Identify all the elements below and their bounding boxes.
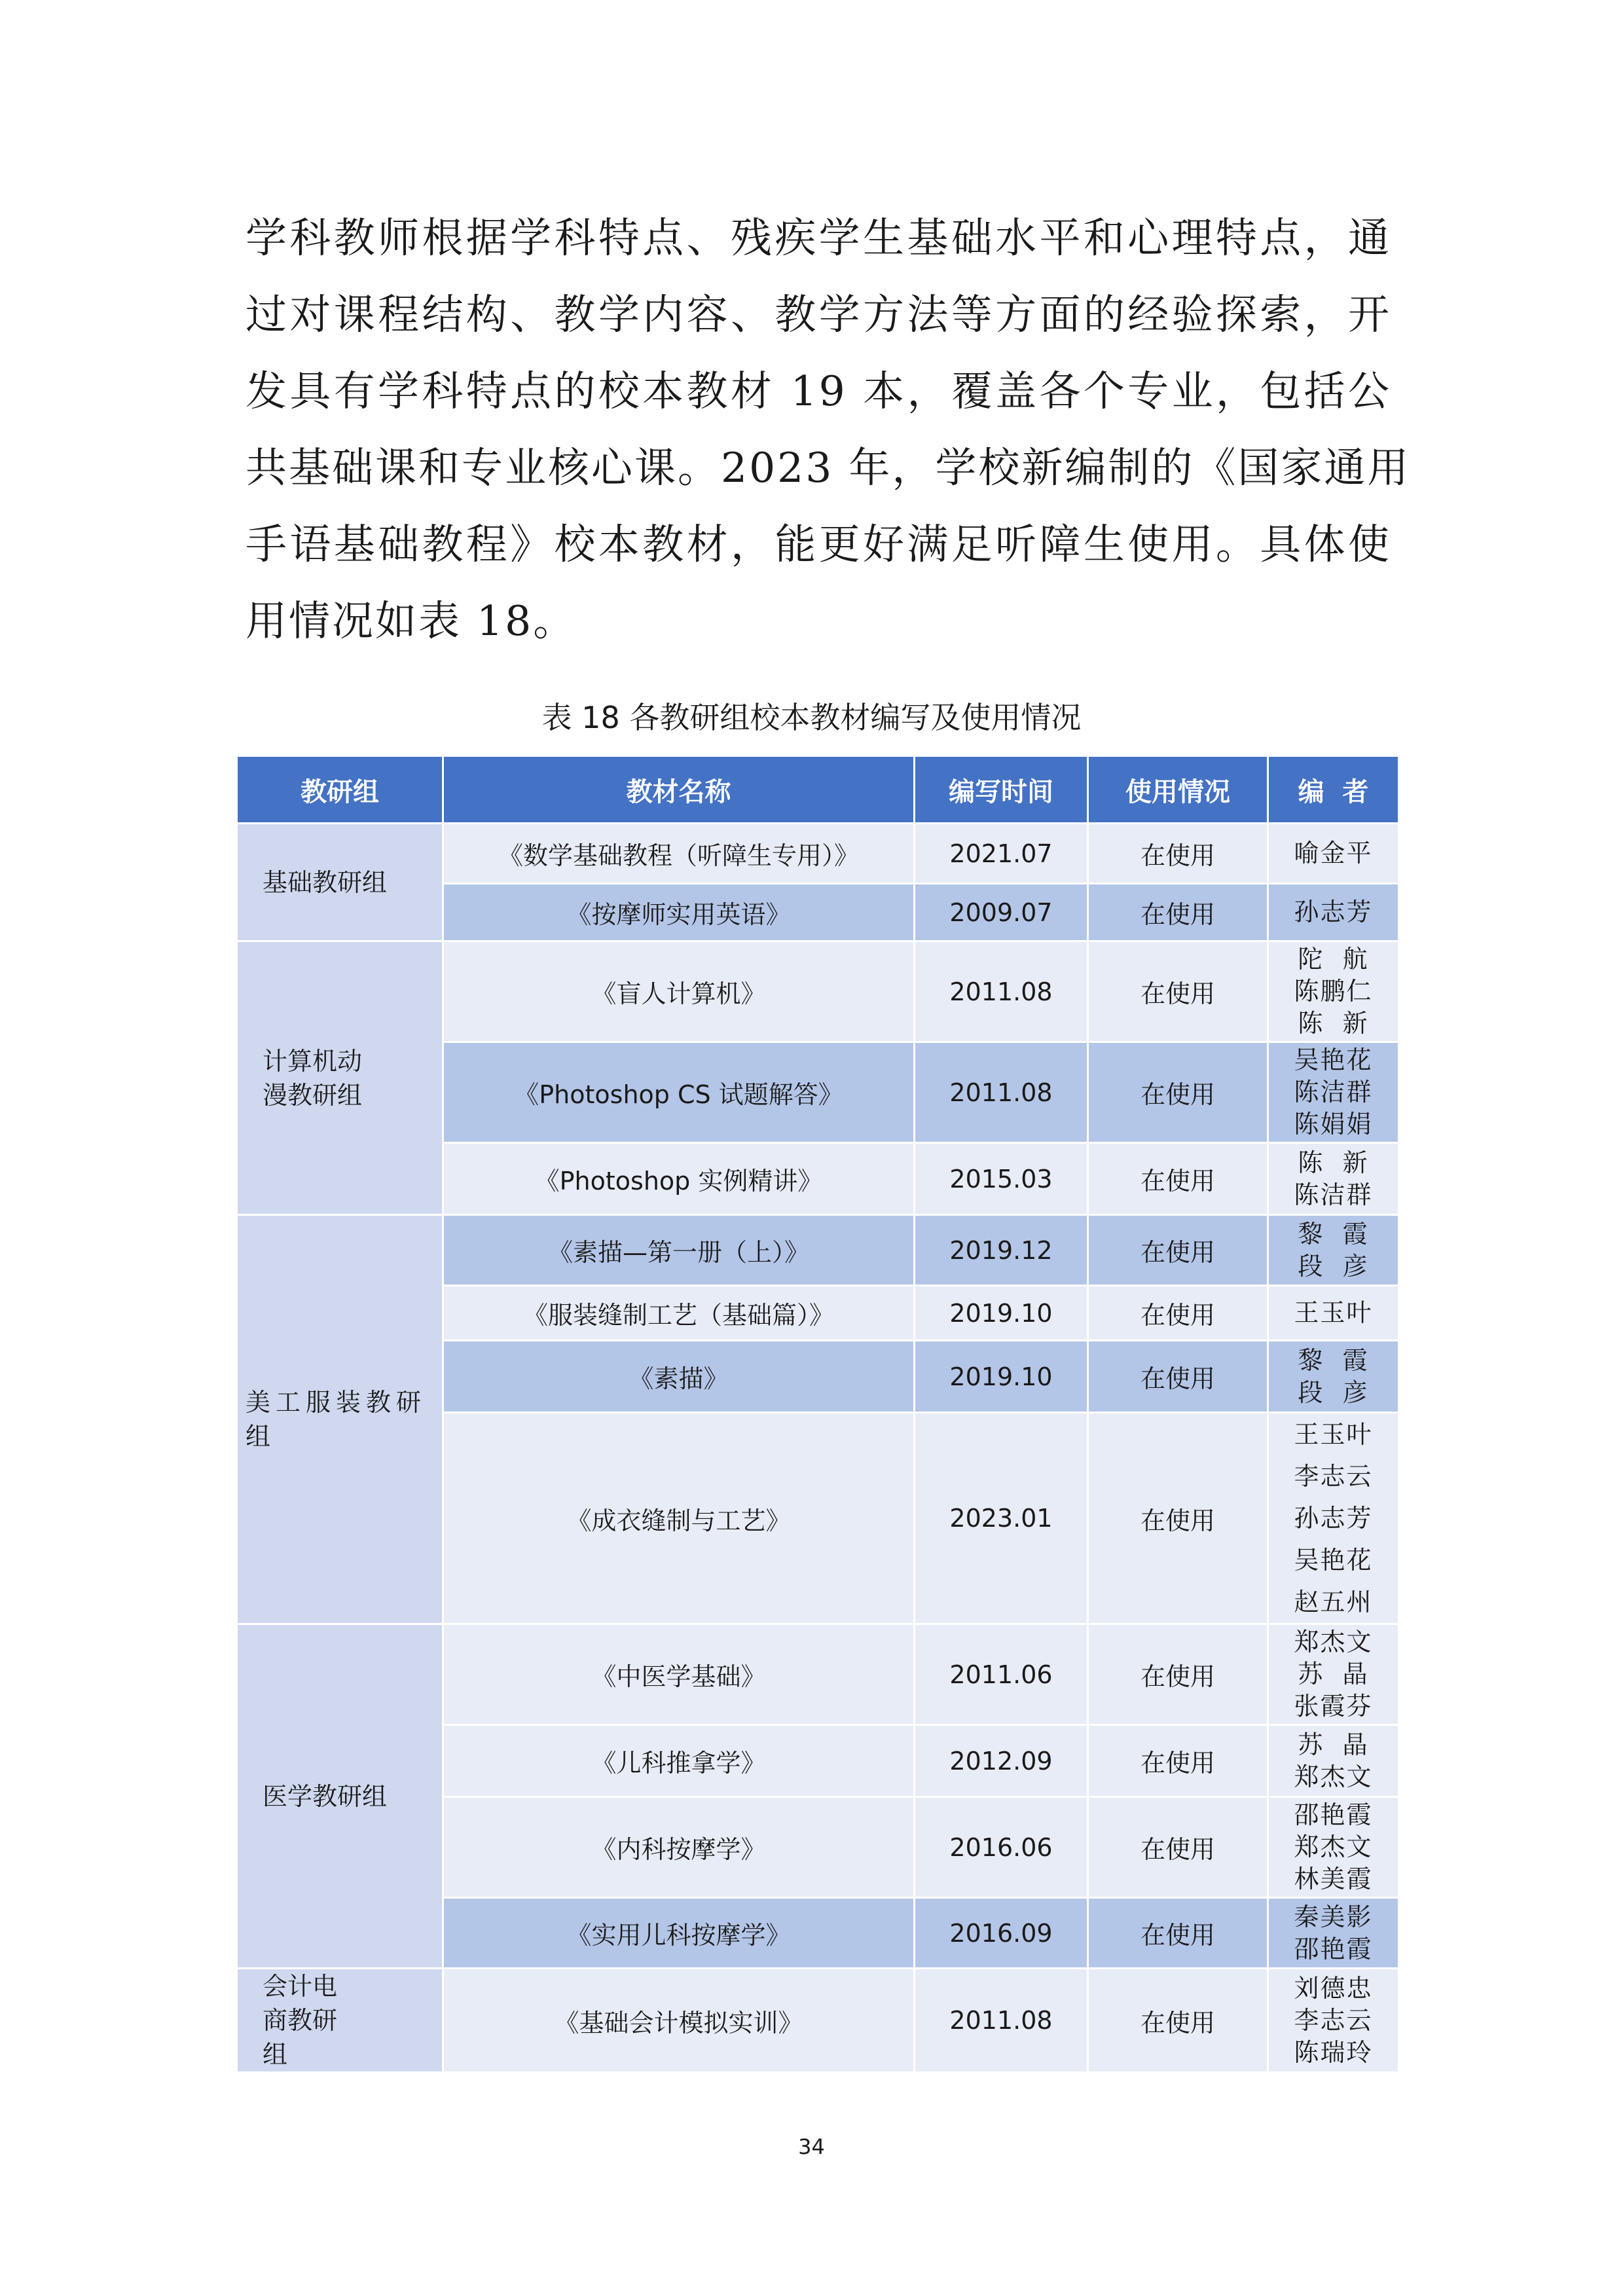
authors-cell (1268, 1797, 1399, 1898)
author: 苏 晶 (1298, 1660, 1369, 1688)
author: 陈鹏仁 (1294, 977, 1373, 1006)
textbook-name: 《服装缝制工艺（基础篇）》 (443, 1286, 915, 1341)
authors-cell (1268, 1898, 1399, 1969)
usage-status: 在使用 (1088, 1215, 1268, 1286)
textbook-table (236, 755, 1400, 2073)
usage-status: 在使用 (1088, 1042, 1268, 1143)
author: 段 彦 (1298, 1251, 1369, 1281)
paragraph-line: 发具有学科特点的校本教材 19 本，覆盖各个专业，包括公 (246, 367, 1391, 415)
authors-cell (1268, 1969, 1399, 2073)
paragraph-line: 过对课程结构、教学内容、教学方法等方面的经验探索，开 (246, 291, 1391, 338)
table-header-row (237, 756, 1399, 824)
authors-cell (1268, 1286, 1399, 1341)
usage-status: 在使用 (1088, 1898, 1268, 1969)
paragraph-line: 用情况如表 18。 (246, 597, 577, 645)
paragraph-line: 共基础课和专业核心课。2023 年，学校新编制的《国家通用 (246, 444, 1411, 492)
author: 邵艳霞 (1294, 1800, 1373, 1829)
usage-status: 在使用 (1088, 1413, 1268, 1624)
header-status: 使用情况 (1088, 756, 1268, 824)
usage-status: 在使用 (1088, 1341, 1268, 1413)
write-date: 2012.09 (915, 1725, 1088, 1797)
author: 李志云 (1294, 1462, 1373, 1491)
group-cell: 医学教研组 (237, 1624, 443, 1969)
authors-cell (1268, 941, 1399, 1042)
group-label-part: 计算机动漫教研组 (263, 1046, 363, 1110)
author: 王玉叶 (1294, 1298, 1373, 1327)
table-row (237, 1969, 1399, 2073)
authors-cell (1268, 1725, 1399, 1797)
usage-status: 在使用 (1088, 1143, 1268, 1215)
author: 黎 霞 (1298, 1219, 1369, 1248)
authors-cell (1268, 1624, 1399, 1725)
group-cell (237, 1969, 443, 2073)
textbook-name: 《素描—第一册（上）》 (443, 1215, 915, 1286)
page-number: 34 (798, 2134, 825, 2159)
author: 黎 霞 (1298, 1345, 1369, 1375)
textbook-name: 《儿科推拿学》 (443, 1725, 915, 1797)
write-date: 2011.08 (915, 1969, 1088, 2073)
textbook-name: 《基础会计模拟实训》 (443, 1969, 915, 2073)
authors-cell (1268, 1413, 1399, 1624)
table-caption: 表 18 各教研组校本教材编写及使用情况 (541, 700, 1082, 735)
usage-status: 在使用 (1088, 884, 1268, 941)
group-cell: 基础教研组 (237, 824, 443, 941)
header-authors: 编 者 (1268, 756, 1399, 824)
header-name: 教材名称 (443, 756, 915, 824)
textbook-name: 《Photoshop CS 试题解答》 (443, 1042, 915, 1143)
usage-status: 在使用 (1088, 1797, 1268, 1898)
write-date: 2011.08 (915, 941, 1088, 1042)
author: 吴艳花 (1294, 1546, 1373, 1575)
author: 陈 新 (1298, 1148, 1369, 1177)
write-date: 2016.09 (915, 1898, 1088, 1969)
header-group: 教研组 (237, 756, 443, 824)
table-row (237, 1215, 1399, 1286)
author: 孙志芳 (1294, 1504, 1373, 1533)
author: 林美霞 (1294, 1865, 1373, 1893)
write-date: 2021.07 (915, 824, 1088, 884)
authors-cell (1268, 884, 1399, 941)
author: 喻金平 (1294, 839, 1373, 867)
textbook-name: 《成衣缝制与工艺》 (443, 1413, 915, 1624)
write-date: 2015.03 (915, 1143, 1088, 1215)
table-row (237, 824, 1399, 884)
author: 邵艳霞 (1294, 1934, 1373, 1963)
author: 吴艳花 (1294, 1046, 1373, 1074)
author: 陈洁群 (1294, 1180, 1373, 1209)
paragraph-line: 学科教师根据学科特点、残疾学生基础水平和心理特点，通 (246, 214, 1391, 262)
author: 陈洁群 (1294, 1078, 1373, 1106)
authors-cell (1268, 1215, 1399, 1286)
group-cell (237, 1215, 443, 1624)
write-date: 2019.12 (915, 1215, 1088, 1286)
textbook-name: 《数学基础教程（听障生专用）》 (443, 824, 915, 884)
author: 张霞芬 (1294, 1692, 1373, 1721)
author: 刘德忠 (1294, 1973, 1373, 2003)
textbook-name: 《内科按摩学》 (443, 1797, 915, 1898)
author: 王玉叶 (1294, 1420, 1373, 1449)
usage-status: 在使用 (1088, 941, 1268, 1042)
write-date: 2019.10 (915, 1286, 1088, 1341)
write-date: 2023.01 (915, 1413, 1088, 1624)
write-date: 2011.06 (915, 1624, 1088, 1725)
author: 陈瑞玲 (1294, 2037, 1373, 2067)
authors-cell (1268, 1143, 1399, 1215)
textbook-name: 《实用儿科按摩学》 (443, 1898, 915, 1969)
write-date: 2011.08 (915, 1042, 1088, 1143)
write-date: 2009.07 (915, 884, 1088, 941)
body-paragraph (246, 200, 1411, 659)
author: 郑杰文 (1294, 1832, 1373, 1861)
textbook-name: 《盲人计算机》 (443, 941, 915, 1042)
table-row (237, 941, 1399, 1042)
author: 郑杰文 (1294, 1628, 1373, 1656)
usage-status: 在使用 (1088, 1969, 1268, 2073)
authors-cell (1268, 1042, 1399, 1143)
author: 陈 新 (1298, 1009, 1369, 1038)
author: 郑杰文 (1294, 1762, 1373, 1791)
textbook-name: 《按摩师实用英语》 (443, 884, 915, 941)
textbook-name: 《Photoshop 实例精讲》 (443, 1143, 915, 1215)
group-label-part: 会计电商教研组 (263, 1972, 338, 2069)
author: 陀 航 (1298, 945, 1369, 974)
table-row (237, 1624, 1399, 1725)
author: 段 彦 (1298, 1377, 1369, 1407)
author: 李志云 (1294, 2005, 1373, 2035)
author: 秦美影 (1294, 1902, 1373, 1931)
author: 苏 晶 (1298, 1730, 1369, 1759)
write-date: 2019.10 (915, 1341, 1088, 1413)
group-label-part: 美工服装教研组 (246, 1388, 427, 1451)
usage-status: 在使用 (1088, 1286, 1268, 1341)
usage-status: 在使用 (1088, 824, 1268, 884)
author: 赵五州 (1294, 1588, 1373, 1616)
paragraph-line: 手语基础教程》校本教材，能更好满足听障生使用。具体使 (246, 520, 1391, 568)
authors-cell (1268, 1341, 1399, 1413)
textbook-name: 《素描》 (443, 1341, 915, 1413)
header-date: 编写时间 (915, 756, 1088, 824)
author: 孙志芳 (1294, 898, 1373, 926)
usage-status: 在使用 (1088, 1624, 1268, 1725)
usage-status: 在使用 (1088, 1725, 1268, 1797)
authors-cell (1268, 824, 1399, 884)
textbook-name: 《中医学基础》 (443, 1624, 915, 1725)
group-cell (237, 941, 443, 1215)
write-date: 2016.06 (915, 1797, 1088, 1898)
author: 陈娟娟 (1294, 1110, 1373, 1139)
